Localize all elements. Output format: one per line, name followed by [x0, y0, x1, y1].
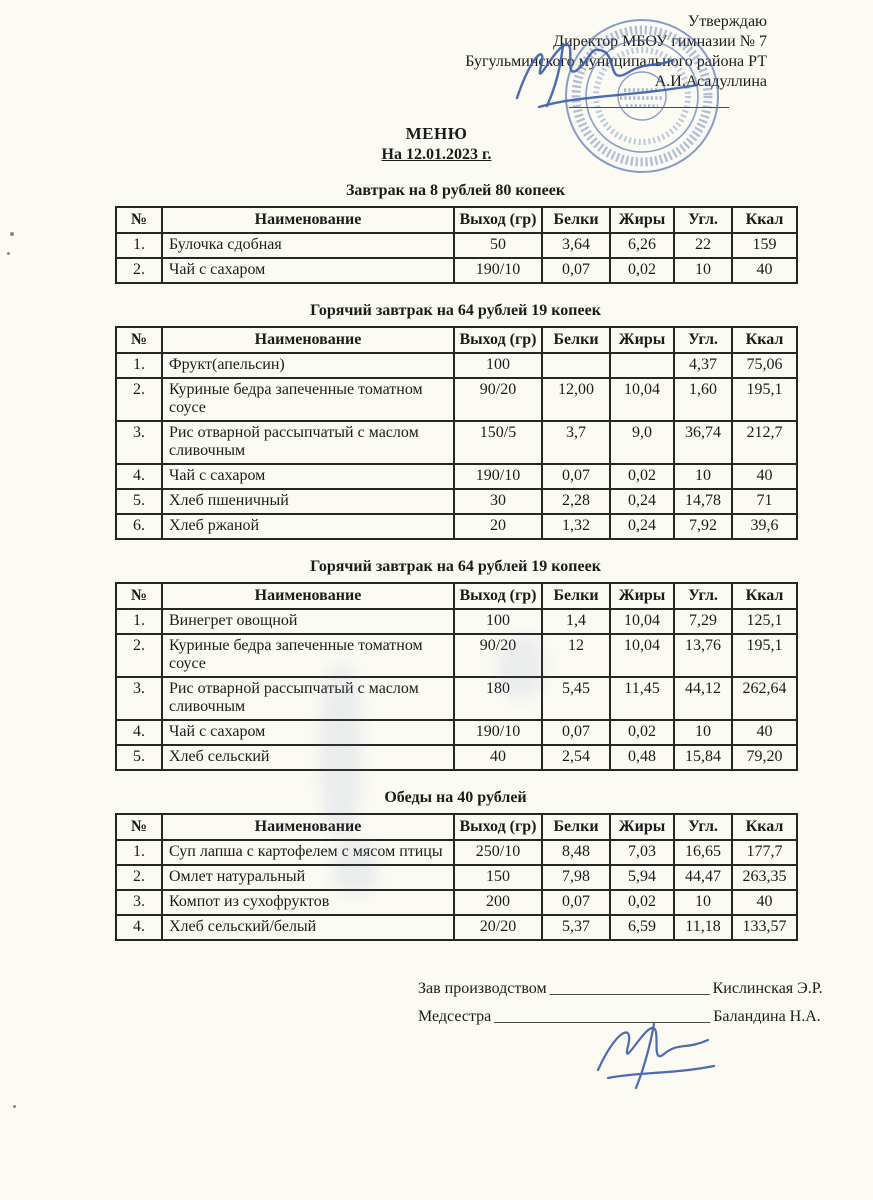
- cell-carb: 36,74: [674, 421, 732, 464]
- production-manager-label: Зав производством: [418, 980, 547, 997]
- table-body: [116, 233, 797, 283]
- column-header: Выход (гр): [454, 327, 542, 353]
- cell-name: Хлеб пшеничный: [162, 489, 454, 514]
- column-header: Белки: [542, 583, 610, 609]
- cell-carb: 4,37: [674, 353, 732, 378]
- signature-line: ____________________: [569, 93, 729, 110]
- cell-num: 3.: [116, 421, 162, 464]
- column-header: Выход (гр): [454, 814, 542, 840]
- cell-name: Рис отварной рассыпчатый с маслом сливочным: [162, 421, 454, 464]
- cell-out: 90/20: [454, 634, 542, 677]
- column-header: Жиры: [610, 583, 674, 609]
- cell-kcal: 39,6: [732, 514, 797, 539]
- scan-speck: [10, 232, 14, 236]
- table-row: [116, 720, 797, 745]
- cell-carb: 10: [674, 258, 732, 283]
- cell-out: 180: [454, 677, 542, 720]
- table-row: [116, 915, 797, 940]
- cell-fat: 0,02: [610, 258, 674, 283]
- table-row: [116, 378, 797, 421]
- cell-num: 2.: [116, 258, 162, 283]
- table-title: Горячий завтрак на 64 рублей 19 копеек: [310, 302, 601, 319]
- column-header: Ккал: [732, 583, 797, 609]
- nurse-label: Медсестра: [418, 1008, 492, 1025]
- cell-kcal: 40: [732, 464, 797, 489]
- cell-fat: 0,02: [610, 890, 674, 915]
- cell-out: 250/10: [454, 840, 542, 865]
- column-header: №: [116, 327, 162, 353]
- cell-protein: 5,45: [542, 677, 610, 720]
- column-header: Выход (гр): [454, 207, 542, 233]
- header-row: [116, 207, 797, 233]
- cell-protein: 8,48: [542, 840, 610, 865]
- cell-num: 2.: [116, 634, 162, 677]
- cell-name: Хлеб сельский/белый: [162, 915, 454, 940]
- menu-table-hot-breakfast-1: [115, 326, 798, 540]
- cell-name: Хлеб сельский: [162, 745, 454, 770]
- cell-kcal: 177,7: [732, 840, 797, 865]
- cell-kcal: 133,57: [732, 915, 797, 940]
- column-header: Выход (гр): [454, 583, 542, 609]
- cell-fat: 0,02: [610, 464, 674, 489]
- cell-protein: 0,07: [542, 720, 610, 745]
- cell-name: Чай с сахаром: [162, 720, 454, 745]
- cell-out: 150/5: [454, 421, 542, 464]
- cell-carb: 15,84: [674, 745, 732, 770]
- nurse-name: Баландина Н.А.: [713, 1008, 821, 1025]
- cell-name: Суп лапша с картофелем с мясом птицы: [162, 840, 454, 865]
- section-breakfast: [115, 182, 796, 284]
- production-manager-name: Кислинская Э.Р.: [712, 980, 823, 997]
- column-header: Наименование: [162, 327, 454, 353]
- cell-fat: 9,0: [610, 421, 674, 464]
- table-body: [116, 840, 797, 940]
- cell-kcal: 125,1: [732, 609, 797, 634]
- cell-protein: 1,4: [542, 609, 610, 634]
- cell-num: 6.: [116, 514, 162, 539]
- cell-out: 20: [454, 514, 542, 539]
- column-header: Угл.: [674, 207, 732, 233]
- cell-num: 3.: [116, 890, 162, 915]
- menu-table-hot-breakfast-2: [115, 582, 798, 771]
- cell-kcal: 71: [732, 489, 797, 514]
- cell-out: 100: [454, 609, 542, 634]
- cell-name: Чай с сахаром: [162, 464, 454, 489]
- cell-carb: 16,65: [674, 840, 732, 865]
- column-header: Угл.: [674, 583, 732, 609]
- cell-out: 40: [454, 745, 542, 770]
- production-signature-line: ____________________: [549, 980, 710, 997]
- cell-num: 2.: [116, 865, 162, 890]
- cell-protein: 0,07: [542, 890, 610, 915]
- cell-out: 30: [454, 489, 542, 514]
- cell-name: Чай с сахаром: [162, 258, 454, 283]
- cell-num: 4.: [116, 915, 162, 940]
- cell-fat: 0,48: [610, 745, 674, 770]
- ink-bleed: [332, 838, 378, 894]
- cell-name: Булочка сдобная: [162, 233, 454, 258]
- cell-num: 4.: [116, 464, 162, 489]
- cell-protein: 2,28: [542, 489, 610, 514]
- column-header: Ккал: [732, 814, 797, 840]
- cell-carb: 10: [674, 720, 732, 745]
- cell-name: Куриные бедра запеченные томатном соусе: [162, 634, 454, 677]
- cell-name: Винегрет овощной: [162, 609, 454, 634]
- cell-kcal: 195,1: [732, 634, 797, 677]
- cell-fat: 10,04: [610, 378, 674, 421]
- cell-out: 50: [454, 233, 542, 258]
- cell-carb: 10: [674, 464, 732, 489]
- cell-carb: 11,18: [674, 915, 732, 940]
- cell-num: 1.: [116, 353, 162, 378]
- cell-name: Компот из сухофруктов: [162, 890, 454, 915]
- approval-line-1: Утверждаю: [687, 13, 767, 30]
- cell-carb: 7,29: [674, 609, 732, 634]
- cell-protein: 1,32: [542, 514, 610, 539]
- cell-protein: [542, 353, 610, 378]
- cell-carb: 7,92: [674, 514, 732, 539]
- production-manager-row: [418, 975, 873, 1003]
- cell-kcal: 212,7: [732, 421, 797, 464]
- table-body: [116, 609, 797, 770]
- column-header: №: [116, 814, 162, 840]
- table-title: Завтрак на 8 рублей 80 копеек: [345, 182, 566, 199]
- cell-protein: 3,7: [542, 421, 610, 464]
- cell-kcal: 79,20: [732, 745, 797, 770]
- cell-fat: 6,26: [610, 233, 674, 258]
- cell-num: 1.: [116, 233, 162, 258]
- section-hot-breakfast-2: [115, 558, 796, 771]
- header-row: [116, 583, 797, 609]
- cell-fat: 10,04: [610, 609, 674, 634]
- approval-block: [0, 0, 873, 112]
- ink-bleed: [320, 665, 362, 835]
- table-row: [116, 489, 797, 514]
- table-row: [116, 233, 797, 258]
- nurse-row: [418, 1003, 873, 1031]
- cell-out: 190/10: [454, 258, 542, 283]
- cell-carb: 1,60: [674, 378, 732, 421]
- nurse-signature-line: ___________________________: [494, 1008, 711, 1025]
- cell-out: 150: [454, 865, 542, 890]
- cell-fat: 6,59: [610, 915, 674, 940]
- column-header: Ккал: [732, 207, 797, 233]
- cell-fat: [610, 353, 674, 378]
- cell-fat: 11,45: [610, 677, 674, 720]
- cell-kcal: 263,35: [732, 865, 797, 890]
- approval-line-3: Бугульминского муниципального района РТ: [465, 53, 767, 70]
- cell-carb: 13,76: [674, 634, 732, 677]
- section-lunch: [115, 789, 796, 941]
- table-row: [116, 421, 797, 464]
- header-row: [116, 814, 797, 840]
- cell-protein: 12: [542, 634, 610, 677]
- cell-protein: 3,64: [542, 233, 610, 258]
- cell-num: 5.: [116, 745, 162, 770]
- cell-out: 20/20: [454, 915, 542, 940]
- cell-carb: 44,47: [674, 865, 732, 890]
- table-row: [116, 514, 797, 539]
- header-row: [116, 327, 797, 353]
- cell-protein: 12,00: [542, 378, 610, 421]
- cell-carb: 44,12: [674, 677, 732, 720]
- cell-out: 190/10: [454, 720, 542, 745]
- cell-num: 3.: [116, 677, 162, 720]
- column-header: Жиры: [610, 327, 674, 353]
- column-header: Жиры: [610, 814, 674, 840]
- cell-kcal: 40: [732, 890, 797, 915]
- cell-fat: 10,04: [610, 634, 674, 677]
- cell-carb: 14,78: [674, 489, 732, 514]
- cell-kcal: 40: [732, 258, 797, 283]
- menu-table-breakfast: [115, 206, 798, 284]
- cell-num: 1.: [116, 840, 162, 865]
- approval-line-2: Директор МБОУ гимназии № 7: [553, 33, 767, 50]
- cell-fat: 0,24: [610, 514, 674, 539]
- column-header: Угл.: [674, 327, 732, 353]
- table-row: [116, 865, 797, 890]
- column-header: Жиры: [610, 207, 674, 233]
- column-header: №: [116, 207, 162, 233]
- cell-out: 100: [454, 353, 542, 378]
- table-title: Обеды на 40 рублей: [384, 789, 527, 806]
- column-header: Наименование: [162, 814, 454, 840]
- menu-content: [115, 182, 796, 941]
- table-row: [116, 258, 797, 283]
- cell-name: Куриные бедра запеченные томатном соусе: [162, 378, 454, 421]
- cell-kcal: 195,1: [732, 378, 797, 421]
- cell-num: 4.: [116, 720, 162, 745]
- ink-bleed: [497, 636, 545, 698]
- cell-fat: 5,94: [610, 865, 674, 890]
- table-body: [116, 353, 797, 539]
- cell-fat: 0,02: [610, 720, 674, 745]
- cell-num: 1.: [116, 609, 162, 634]
- cell-kcal: 75,06: [732, 353, 797, 378]
- column-header: Наименование: [162, 207, 454, 233]
- table-row: [116, 634, 797, 677]
- cell-protein: 5,37: [542, 915, 610, 940]
- table-title: Горячий завтрак на 64 рублей 19 копеек: [310, 558, 601, 575]
- cell-out: 200: [454, 890, 542, 915]
- cell-out: 190/10: [454, 464, 542, 489]
- page-title: МЕНЮ: [405, 124, 468, 143]
- cell-out: 90/20: [454, 378, 542, 421]
- column-header: Ккал: [732, 327, 797, 353]
- table-row: [116, 840, 797, 865]
- cell-fat: 0,24: [610, 489, 674, 514]
- cell-name: Рис отварной рассыпчатый с маслом сливочным: [162, 677, 454, 720]
- cell-protein: 7,98: [542, 865, 610, 890]
- menu-date: На 12.01.2023 г.: [381, 146, 492, 163]
- director-name: А.И.Асадуллина: [654, 73, 767, 90]
- cell-kcal: 159: [732, 233, 797, 258]
- cell-protein: 2,54: [542, 745, 610, 770]
- cell-kcal: 40: [732, 720, 797, 745]
- section-hot-breakfast-1: [115, 302, 796, 540]
- cell-name: Фрукт(апельсин): [162, 353, 454, 378]
- column-header: Угл.: [674, 814, 732, 840]
- table-row: [116, 677, 797, 720]
- column-header: Наименование: [162, 583, 454, 609]
- cell-protein: 0,07: [542, 258, 610, 283]
- table-row: [116, 353, 797, 378]
- cell-carb: 22: [674, 233, 732, 258]
- cell-num: 5.: [116, 489, 162, 514]
- menu-table-lunch: [115, 813, 798, 941]
- column-header: Белки: [542, 327, 610, 353]
- table-row: [116, 890, 797, 915]
- cell-protein: 0,07: [542, 464, 610, 489]
- signature-footer: [0, 975, 873, 1031]
- cell-num: 2.: [116, 378, 162, 421]
- cell-fat: 7,03: [610, 840, 674, 865]
- table-row: [116, 609, 797, 634]
- cell-name: Хлеб ржаной: [162, 514, 454, 539]
- table-row: [116, 464, 797, 489]
- column-header: Белки: [542, 814, 610, 840]
- column-header: Белки: [542, 207, 610, 233]
- cell-carb: 10: [674, 890, 732, 915]
- column-header: №: [116, 583, 162, 609]
- cell-name: Омлет натуральный: [162, 865, 454, 890]
- cell-kcal: 262,64: [732, 677, 797, 720]
- scan-speck: [7, 252, 10, 255]
- scan-speck: [13, 1105, 16, 1108]
- table-row: [116, 745, 797, 770]
